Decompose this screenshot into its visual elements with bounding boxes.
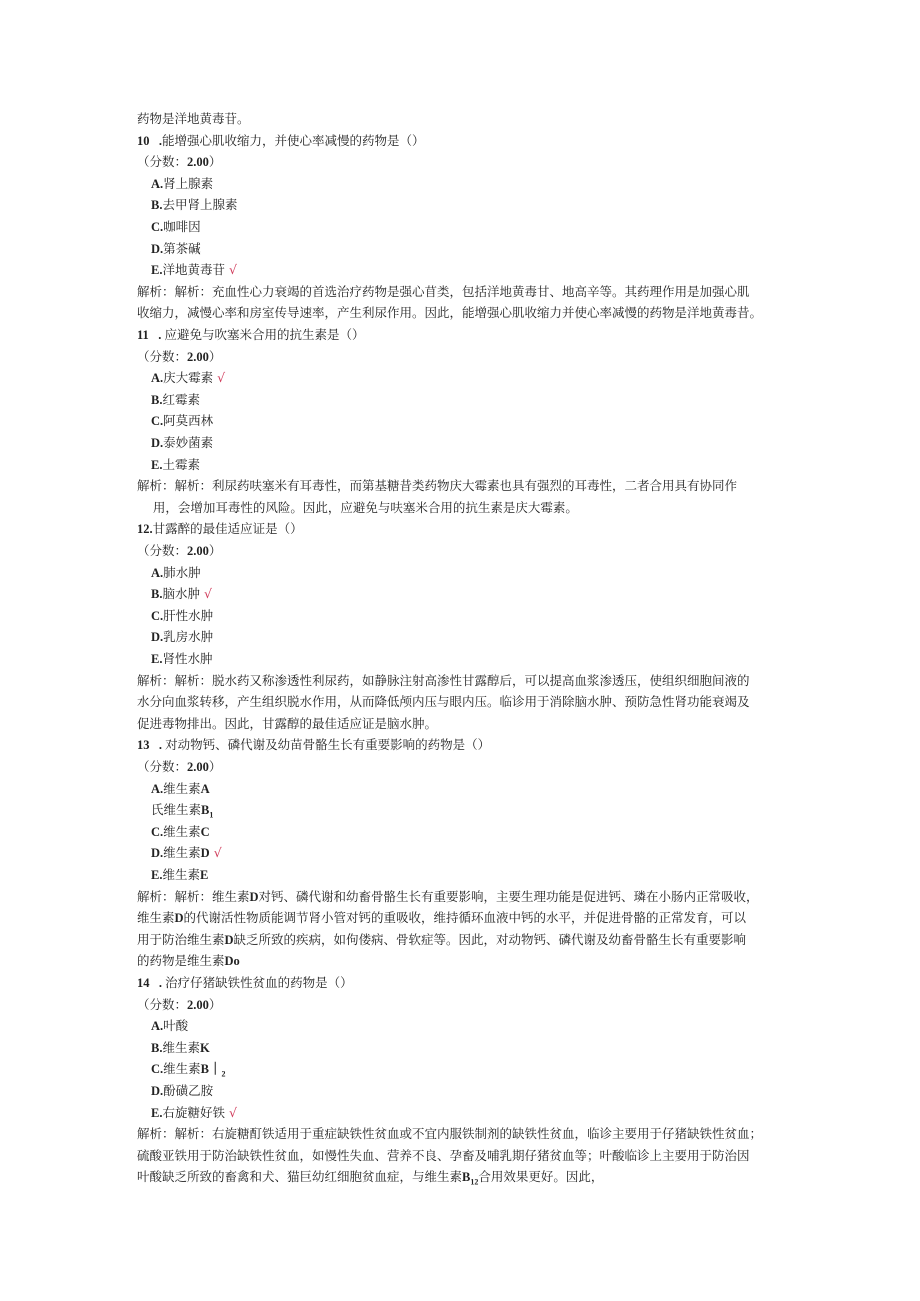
- explanation-text: [137, 283, 750, 301]
- answer-option: [151, 369, 225, 387]
- bold-text: 2.00: [187, 544, 209, 558]
- bold-text: D.: [151, 846, 164, 861]
- text-segment: 维生素: [137, 910, 175, 926]
- text-segment: 解析：解析：脱水药又称渗透性利尿药，如静脉注射高渗性甘露醇后，可以提高血浆渗透压，使组织细胞间液的: [137, 672, 750, 688]
- question-separator: .: [149, 522, 153, 537]
- text-segment: 洋地黄毒苷: [162, 262, 225, 278]
- bold-text: E.: [151, 868, 163, 882]
- text-segment: 药物是洋地黄毒苷。: [137, 111, 250, 126]
- answer-option: [151, 823, 210, 841]
- text-segment: 维生素: [162, 867, 200, 882]
- question-text: 应避免与吹塞米合用的抗生素是（）: [164, 327, 365, 342]
- answer-option: [151, 175, 213, 193]
- text-segment: 收缩力，减慢心率和房室传导速率，产生利尿作用。因此，能增强心肌收缩力并使心率减慢的药物是洋地黄毒昔。: [137, 305, 763, 321]
- explanation-text: [137, 304, 762, 322]
- bold-text: K: [199, 1040, 210, 1055]
- text-segment: 缺乏所致的疾病，如佝偻病、骨软症等。因此，对动物钙、磷代谢及幼畜骨骼生长有重要影响: [233, 931, 747, 947]
- answer-option: [151, 1017, 188, 1035]
- explanation-text: [137, 499, 578, 517]
- question-separator: .: [149, 738, 166, 753]
- text-segment: （分数：: [137, 348, 188, 364]
- explanation-text: [137, 1125, 762, 1143]
- question-number: 11: [137, 328, 149, 342]
- text-segment: ）: [208, 996, 222, 1012]
- question-separator: .: [149, 133, 162, 148]
- text-segment: 右旋糖好铁: [162, 1104, 225, 1120]
- bold-text: D.: [151, 436, 164, 450]
- text-segment: 合用效果更好。因此，: [478, 1169, 604, 1185]
- bold-text: C.: [151, 608, 164, 623]
- explanation-text: [137, 1147, 750, 1165]
- answer-option: [151, 585, 212, 603]
- bold-text: E.: [151, 1105, 163, 1120]
- bold-text: E: [199, 868, 209, 882]
- text-segment: 酚磺乙胺: [163, 1083, 214, 1098]
- text-segment: ）: [208, 154, 222, 170]
- question-stem: [137, 520, 303, 538]
- bold-text: Do: [224, 954, 240, 969]
- question-number: 13: [137, 738, 150, 753]
- explanation-text: [137, 672, 750, 690]
- text-segment: 的药物是维生素: [137, 953, 225, 969]
- text-segment: ）: [208, 543, 222, 558]
- bold-text: A.: [151, 565, 164, 580]
- question-text: 治疗仔猪缺铁性贫血的药物是（）: [165, 975, 353, 990]
- answer-option: [151, 240, 201, 258]
- bold-text: A: [200, 781, 210, 796]
- answer-option: [151, 1082, 213, 1100]
- explanation-text: [137, 931, 746, 949]
- answer-option: [151, 564, 201, 582]
- text-segment: 肾性水肿: [162, 651, 213, 666]
- answer-option: [151, 456, 200, 474]
- explanation-text: [137, 888, 759, 906]
- answer-option: [151, 866, 208, 884]
- question-number: 10: [137, 133, 150, 148]
- question-separator: .: [149, 976, 166, 990]
- explanation-text: [137, 952, 240, 970]
- text-segment: 肝性水肿: [163, 607, 214, 623]
- question-number: 14: [137, 976, 150, 990]
- question-score: [137, 996, 221, 1014]
- text-segment: 解析：解析：右旋糖酊铁适用于重症缺铁性贫血或不宜内服铁制剂的缺铁性贫血，临诊主要用于仔猪缺铁性贫血；: [137, 1126, 763, 1142]
- bold-text: B: [462, 1170, 471, 1185]
- question-stem: [137, 736, 490, 754]
- bold-text: B.: [151, 198, 163, 213]
- text-segment: 用，会增加耳毒性的风险。因此，应避免与呋塞米合用的抗生素是庆大霉素。: [137, 499, 578, 515]
- bold-text: A.: [151, 176, 164, 191]
- text-segment: 去甲肾上腺素: [162, 197, 238, 213]
- text-segment: 维生素: [162, 1039, 200, 1055]
- bold-text: C.: [151, 414, 164, 429]
- text-segment: （分数：: [137, 759, 188, 774]
- bold-text: A.: [151, 1019, 164, 1034]
- bold-text: C.: [151, 1062, 164, 1077]
- text-segment: 维生素: [163, 845, 201, 861]
- question-stem: [137, 326, 364, 344]
- text-segment: 的代谢活性物质能调节肾小管对钙的重吸收，维持循环血液中钙的水平，并促进骨骼的正常发育，可以: [183, 910, 747, 926]
- bold-text: 2.00: [187, 155, 209, 170]
- bold-text: 2: [221, 1069, 226, 1079]
- question-text: 能增强心肌收缩力，并使心率减慢的药物是（）: [162, 132, 425, 148]
- question-score: [137, 758, 221, 776]
- text-segment: ）: [208, 759, 222, 774]
- bold-text: 1: [209, 810, 214, 820]
- answer-option: [151, 801, 213, 819]
- text-segment: 阿莫西林: [163, 413, 214, 429]
- text-segment: 硫酸亚铁用于防治缺铁性贫血，如慢性失血、营养不良、孕畜及哺乳期仔猪贫血等；叶酸临诊上主要用于防治因: [137, 1147, 750, 1163]
- bold-text: E.: [151, 263, 163, 278]
- explanation-text: [137, 110, 250, 128]
- text-segment: （分数：: [137, 543, 188, 558]
- bold-text: 12: [470, 1177, 479, 1187]
- bold-text: E.: [151, 652, 163, 666]
- question-score: [137, 542, 221, 560]
- answer-option: [151, 434, 213, 452]
- text-segment: 解析：解析：利尿药呋塞米有耳毒性，而第基糖昔类药物庆大霉素也具有强烈的耳毒性，二者合用具有协同作: [137, 478, 738, 494]
- text-segment: 叶酸: [163, 1018, 189, 1034]
- text-segment: 脑水肿: [162, 586, 200, 602]
- question-score: [137, 153, 221, 171]
- bold-text: B: [201, 803, 210, 818]
- bold-text: C.: [151, 824, 164, 839]
- question-score: [137, 348, 221, 366]
- text-segment: 维生素: [163, 823, 201, 839]
- explanation-text: [137, 1168, 603, 1186]
- bold-text: D: [200, 846, 210, 861]
- correct-check-icon: √: [217, 370, 226, 386]
- correct-check-icon: √: [213, 845, 222, 861]
- text-segment: 肺水肿: [163, 564, 201, 580]
- answer-option: [151, 607, 213, 625]
- bold-text: D: [224, 932, 234, 947]
- correct-check-icon: √: [228, 262, 237, 278]
- bold-text: A.: [151, 781, 164, 796]
- text-segment: 土霉素: [162, 456, 200, 472]
- text-segment: （分数：: [137, 154, 188, 170]
- answer-option: [151, 1039, 210, 1057]
- bold-text: B｜: [200, 1062, 222, 1077]
- answer-option: [151, 1104, 237, 1122]
- question-text: 对动物钙、磷代谢及幼苗骨骼生长有重要影响的药物是（）: [165, 737, 491, 753]
- text-segment: ）: [208, 348, 222, 364]
- text-segment: 第茶碱: [163, 240, 201, 256]
- correct-check-icon: √: [228, 1104, 237, 1120]
- text-segment: 咖啡因: [163, 219, 201, 234]
- text-segment: 肾上腺素: [163, 175, 214, 191]
- text-segment: 叶酸缺乏所致的畜禽和犬、猫巨幼红细胞贫血症，与维生素: [137, 1169, 463, 1185]
- text-segment: 维生素: [163, 1061, 201, 1077]
- text-segment: 解析：解析：充血性心力衰竭的首选治疗药物是强心苜类，包括洋地黄毒甘、地高辛等。其药理作用是加强心肌: [137, 283, 750, 299]
- bold-text: D.: [151, 241, 164, 256]
- bold-text: C.: [151, 220, 164, 234]
- question-separator: .: [148, 328, 165, 342]
- answer-option: [151, 628, 213, 646]
- text-segment: 促进毒物排出。因此，甘露醇的最佳适应证是脑水肿。: [137, 715, 438, 731]
- text-segment: 水分向血浆转移，产生组织脱水作用，从而降低颅内压与眼内压。临诊用于消除脑水肿、预防急性肾功能衰竭及: [137, 694, 750, 710]
- answer-option: [151, 196, 237, 214]
- text-segment: 对钙、磷代谢和幼畜骨骼生长有重要影响，主要生理功能是促进钙、璘在小肠内正常吸收，: [258, 888, 759, 904]
- answer-option: [151, 780, 210, 798]
- question-stem: [137, 132, 425, 150]
- bold-text: B.: [151, 587, 163, 602]
- bold-text: E.: [151, 457, 163, 472]
- explanation-text: [137, 693, 750, 711]
- bold-text: D: [249, 889, 259, 904]
- bold-text: B.: [151, 1040, 163, 1055]
- bold-text: 2.00: [187, 760, 209, 774]
- question-stem: [137, 974, 353, 992]
- bold-text: 2.00: [187, 997, 209, 1012]
- text-segment: 红霉素: [162, 391, 200, 407]
- bold-text: D.: [151, 630, 164, 645]
- text-segment: 乳房水肿: [163, 629, 214, 645]
- answer-option: [151, 218, 201, 236]
- answer-option: [151, 650, 212, 668]
- text-segment: 庆大霉素: [163, 370, 214, 386]
- text-segment: （分数：: [137, 996, 188, 1012]
- question-text: 甘露醉的最佳适应证是（）: [152, 521, 303, 537]
- answer-option: [151, 412, 213, 430]
- text-segment: 氏维生素: [151, 802, 202, 818]
- bold-text: C: [200, 824, 210, 839]
- text-segment: 解析：解析：维生素: [137, 888, 250, 904]
- question-number: 12: [137, 522, 150, 537]
- explanation-text: [137, 909, 746, 927]
- text-segment: 泰妙菌素: [163, 435, 214, 450]
- bold-text: B.: [151, 392, 163, 407]
- answer-option: [151, 391, 200, 409]
- explanation-text: [137, 715, 437, 733]
- bold-text: 2.00: [187, 349, 209, 364]
- bold-text: D: [174, 911, 184, 926]
- text-segment: 用于防治维生素: [137, 931, 225, 947]
- answer-option: [151, 1060, 226, 1078]
- answer-option: [151, 844, 222, 862]
- answer-option: [151, 261, 237, 279]
- text-segment: 维生素: [163, 780, 201, 796]
- explanation-text: [137, 477, 737, 495]
- bold-text: D.: [151, 1084, 164, 1098]
- correct-check-icon: √: [203, 586, 212, 602]
- bold-text: A.: [151, 371, 164, 386]
